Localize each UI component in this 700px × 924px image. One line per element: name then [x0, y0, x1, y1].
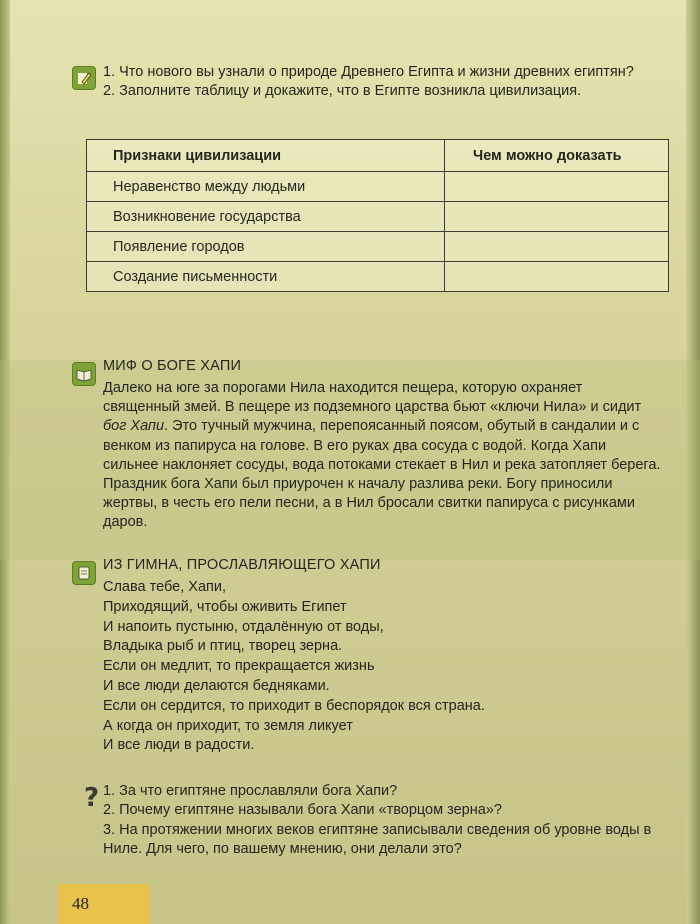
hymn-line: А когда он приходит, то земля ликует: [103, 717, 353, 734]
final-questions: [103, 782, 673, 859]
hymn-line: Если он медлит, то прекращается жизнь: [103, 658, 375, 675]
table-cell-empty: [445, 172, 669, 202]
table-row: [87, 232, 669, 262]
table-cell-empty: [445, 232, 669, 262]
hymn-text: [103, 578, 485, 756]
table-cell-sign: Неравенство между людьми: [87, 172, 445, 202]
review-questions: [103, 63, 663, 101]
column-header-signs: Признаки цивилизации: [87, 140, 445, 172]
open-book-icon: [76, 366, 92, 382]
hymn-line: И все люди делаются бедняками.: [103, 677, 330, 694]
myth-text-part-1: Далеко на юге за порогами Нила находится пещера, которую охраняет священный змей. В пещере из подземного царства бьют «ключи Нила» и сидит: [103, 380, 642, 416]
question-1: 1. Что нового вы узнали о природе Древнего Египта и жизни древних египтян?: [103, 64, 634, 80]
table-row: [87, 172, 669, 202]
question-3: 3. На протяжении многих веков египтяне записывали сведения об уровне воды в Ниле. Для чего, по вашему мнению, они делали это?: [103, 821, 652, 857]
table-header-row: [87, 140, 669, 172]
table-row: [87, 262, 669, 292]
hymn-line: И все люди в радости.: [103, 737, 255, 754]
questions-icon: [72, 66, 96, 90]
table-cell-sign: Возникновение государства: [87, 202, 445, 232]
myth-text: [103, 379, 663, 533]
table-cell-sign: Появление городов: [87, 232, 445, 262]
book-icon: [72, 362, 96, 386]
question-2: 2. Заполните таблицу и докажите, что в Египте возникла цивилизация.: [103, 83, 582, 99]
myth-text-italic: бог Хапи: [103, 418, 165, 435]
question-mark-icon: ?: [84, 783, 100, 813]
table-cell-empty: [445, 262, 669, 292]
table-cell-sign: Создание письменности: [87, 262, 445, 292]
hymn-line: Если он сердится, то приходит в беспорядок вся страна.: [103, 697, 485, 714]
scroll-icon: [72, 561, 96, 585]
column-header-proof: Чем можно доказать: [445, 140, 669, 172]
pencil-paper-icon: [76, 70, 92, 86]
civilization-table: [86, 139, 669, 292]
hymn-title: ИЗ ГИМНА, ПРОСЛАВЛЯЮЩЕГО ХАПИ: [103, 557, 381, 573]
table-cell-empty: [445, 202, 669, 232]
myth-title: МИФ О БОГЕ ХАПИ: [103, 358, 242, 374]
question-2: 2. Почему египтяне называли бога Хапи «творцом зерна»?: [103, 802, 502, 819]
hymn-line: И напоить пустыню, отдалённую от воды,: [103, 618, 384, 635]
scroll-document-icon: [76, 565, 92, 581]
table-row: [87, 202, 669, 232]
page-number: 48: [58, 884, 150, 924]
hymn-line: Слава тебе, Хапи,: [103, 579, 226, 595]
hymn-line: Приходящий, чтобы оживить Египет: [103, 598, 347, 615]
question-1: 1. За что египтяне прославляли бога Хапи?: [103, 783, 398, 799]
hymn-line: Владыка рыб и птиц, творец зерна.: [103, 638, 343, 655]
myth-text-part-2: . Это тучный мужчина, перепоясанный поясом, обутый в сандалии и с венком из папируса на голове. В его руках два сосуда с водой. Когда Хапи сильнее наклоняет сосуды, вода потоками стекает в Нил и река затопляет берега. Праздник бога Хапи был приурочен к началу разлива реки. Богу приносили жертвы, в честь его пели песни, а в Нил бросали свитки папируса с рисунками даров.: [103, 418, 661, 531]
